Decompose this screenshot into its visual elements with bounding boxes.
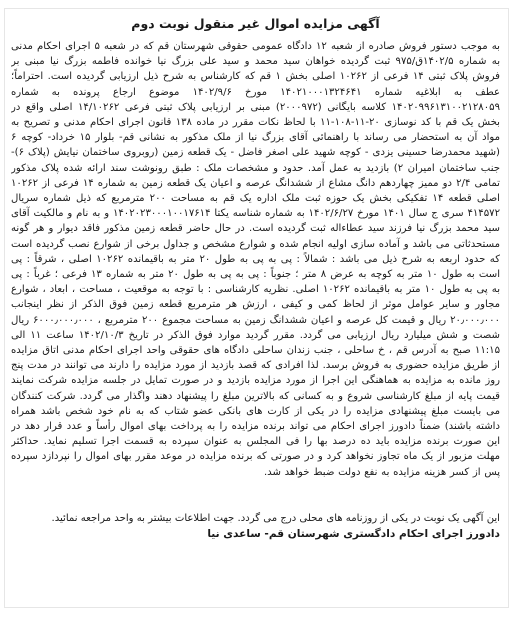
notice-footer-note: این آگهی یک نوبت در یکی از روزنامه های محلی درج می گردد. جهت اطلاعات بیشتر به واحد مراجعه نمائید. — [51, 513, 500, 524]
notice-title: آگهی مزایده اموال غیر منقول نوبت دوم — [131, 16, 380, 31]
notice-signature: دادورز اجرای احکام دادگستری شهرستان قم- ساعدی نیا — [207, 528, 500, 540]
notice-body: به موجب دستور فروش صادره از شعبه ۱۲ دادگاه عمومی حقوقی شهرستان قم که در شعبه ۵ اجرای احکام مدنی به شماره ۱۴۰۲/۵ق/۹۷۵ ثبت گردیده خواهان سید محمد و سید علی بزرگ نیا خوانده فاطمه بزرگ نیا مبنی بر فروش پلاک ثبتی ۱۴ فرعی از ۱۰۲۶۲ اصلی بخش ۱ قم که کارشناس به شرح ذیل ارزیابی گردیده است. احتراماً؛ عطف به ابلاغیه شماره ۱۴۰۲۱۰۰۰۱۳۲۴۶۴۱ مورخ ۱۴۰۲/۹/۶ موضوع ارجاع پرونده به شماره ۱۴۰۲۰۹۹۶۱۳۱۰۰۲۱۲۸۰۵۹ کلاسه بایگانی (۲۰۰۰۹۷۲) مبنی بر ارزیابی پلاک ثبتی فرعی ۱۴/۱۰۲۶۲ اصلی واقع در بخش یک قم با کد نوسازی ۲۰-۱۱-۱۰۸-۱۱ با لحاظ نکات مقرر در ماده ۱۳۸ قانون اجرای احکام مدنی و تصریح به مواد آن به استحضار می رساند با راهنمائی آقای بزرگ نیا از ملک مذکور به نشانی قم- بلوار ۱۵ خرداد- کوچه ۶ (شهید محمدرضا حسینی یزدی - کوچه شهید علی اصغر فاضل - یک قطعه زمین (روبروی ساختمان نیایش (پلاک ۶)- جنب ساختمان امیران ۲) بازدید به عمل آمد. حدود و مشخصات ملک : طبق رونوشت سند ارائه شده پلاک مذکور تمامی ۲/۴ دو ممیز چهاردهم دانگ مشاع از ششدانگ عرصه و اعیان یک قطعه زمین به شماره ۱۴ فرعی از ۱۰۲۶۲ اصلی قطعه ۱۴ تفکیکی بخش یک حوزه ثبت ملک اداره یک قم به مساحت ۲۰۰ مترمربع که ذیل شماره سریال ۴۱۴۵۷۲ سری ج سال ۱۴۰۱ مورخ ۱۴۰۲/۶/۲۷ به شماره شناسه یکتا ۱۴۰۲۰۲۳۰۰۰۱۰۰۱۷۶۱۴ و به نام و مالکیت آقای سید محمد بزرگ نیا فرزند سید عطاءاله ثبت گردیده است. در حال حاضر قطعه زمین مذکور فاقد دیوار و هر گونه مستحدثاتی می باشد و آماده سازی اولیه انجام شده و شوارع مشخص و جداول برخی از شوارع نصب گردیده است که حدود اربعه به شرح ذیل می باشد : شمالاً : پی به پی به طول ۲۰ متر به باقیمانده ۱۰۲۶۲ اصلی ، شرقاً : پی است به طول ۱۰ متر به کوچه به عرض ۸ متر ؛ جنوباً : پی به پی به طول ۲۰ متر به شماره ۱۳ فرعی ؛ غرباً : پی به پی به طول ۱۰ متر به باقیمانده ۱۰۲۶۲ اصلی. نظریه کارشناسی : با توجه به موقعیت ، مساحت ، ابعاد ، شوارع مجاور و سایر عوامل موثر از لحاظ کمی و کیفی ، ارزش هر مترمربع قطعه زمین فوق الذکر از نظر اینجانب ۲۰٫۰۰۰٫۰۰۰ ریال و قیمت کل عرصه و اعیان ششدانگ زمین به مساحت مجموع ۲۰۰ مترمربع ، ۶۰۰۰٫۰۰۰٫۰۰۰ ریال شصت و شش میلیارد ریال ارزیابی می گردد. مقرر گردید موارد فوق الذکر در تاریخ ۱۴۰۲/۱۰/۳ ساعت ۱۱ الی ۱۱:۱۵ صبح به آدرس قم ، خ ساحلی ، جنب زندان ساحلی دادگاه های حقوقی واحد اجرای احکام مدنی اتاق مزایده از طریق مزایده حضوری به فروش برسد. لذا افرادی که قصد بازدید از مورد مزایده را دارند می توانند در مدت پنج روز مانده به مزایده به هماهنگی این اجرا از مورد مزایده بازدید و در صورت تمایل در جلسه مزایده شرکت نمایند قیمت پایه از مبلغ کارشناسی شروع و به کسانی که بالاترین مبلغ را پیشنهاد دهند واگذار می گردد. شرکت کنندگان می بایست مبلغ پیشنهادی مزایده را در یکی از کارت های بانکی عضو شتاب که به نام خود شخص باشد همراه داشته باشند) ضمناً دادورز اجرای احکام می تواند برنده مزایده را به پرداخت بهای اموال رأساً و عدد قرار دهد در این صورت برنده مزایده باید ده درصد بها را فی المجلس به عنوان سپرده به قسمت اجرا تسلیم نماید. حداکثر مهلت مزبور از یک ماه تجاوز نخواهد کرد و در صورتی که برنده مزایده در موعد مقرر بهای اموال را نپردازد سپرده پس از کسر هزینه مزایده به نفع دولت ضبط خواهد شد. — [11, 41, 500, 478]
auction-notice — [4, 8, 509, 608]
